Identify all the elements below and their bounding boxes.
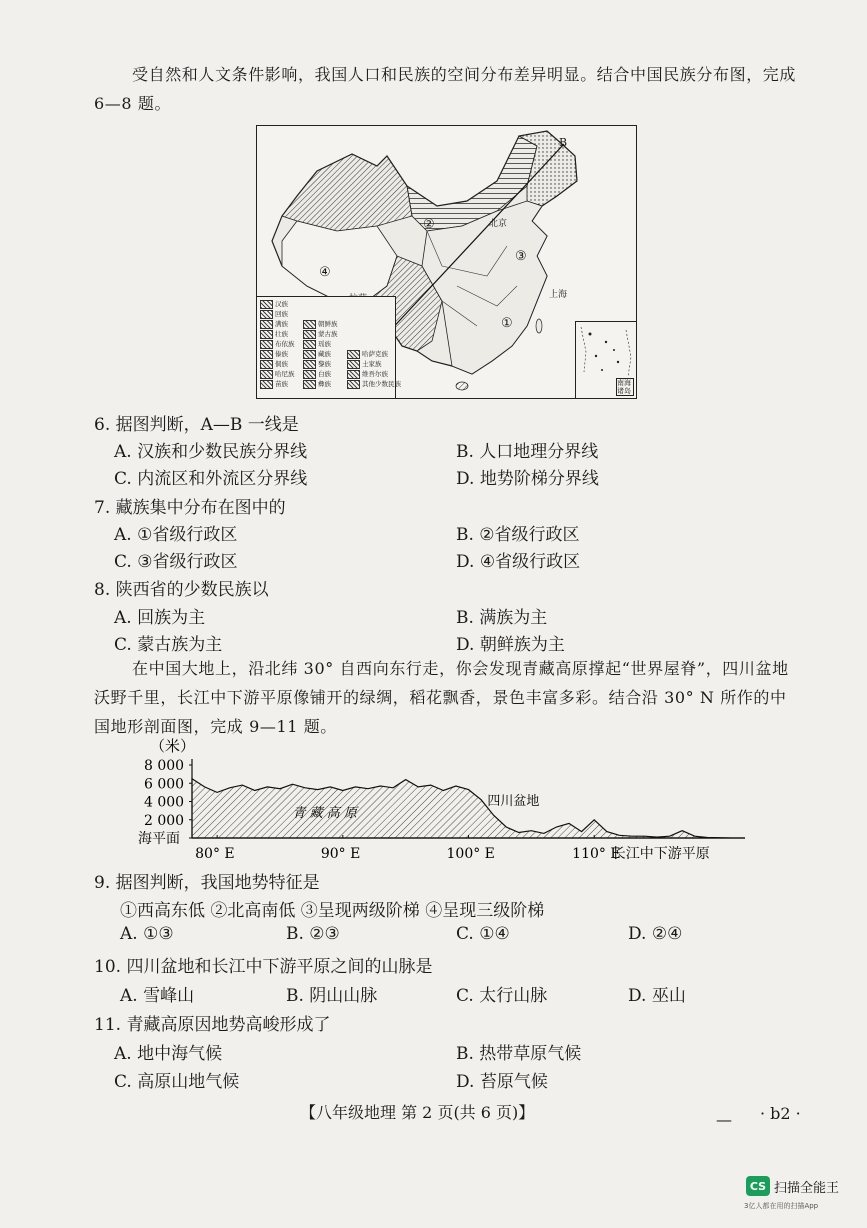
question-6-stem: 6. 据图判断，A—B 一线是 — [94, 415, 299, 435]
legend-item: 哈尼族 — [275, 370, 295, 378]
question-11-stem: 11. 青藏高原因地势高峻形成了 — [94, 1015, 331, 1035]
legend-item: 彝族 — [318, 380, 331, 388]
question-7-stem: 7. 藏族集中分布在图中的 — [94, 498, 286, 518]
south-china-sea-inset — [575, 321, 636, 398]
q10-option-a: A. 雪峰山 — [120, 986, 195, 1006]
plateau-label: 青 藏 高 原 — [292, 806, 357, 822]
legend-item: 侗族 — [275, 360, 288, 368]
question-10-stem: 10. 四川盆地和长江中下游平原之间的山脉是 — [94, 957, 433, 977]
q10-option-c: C. 太行山脉 — [456, 986, 548, 1006]
legend-item: 苗族 — [275, 380, 288, 388]
question-8-stem: 8. 陕西省的少数民族以 — [94, 580, 269, 600]
q11-option-c: C. 高原山地气候 — [114, 1072, 240, 1092]
map-city-beijing: 北京 — [489, 219, 508, 229]
camscanner-name: 扫描全能王 — [774, 1180, 840, 1196]
region-xinjiang — [282, 154, 412, 231]
map-circle-2: ② — [423, 217, 435, 232]
plain-label: 长江中下游平原 — [611, 846, 710, 862]
x-tick-label: 90° E — [320, 846, 361, 862]
q7-option-d: D. ④省级行政区 — [456, 552, 581, 572]
q6-option-c: C. 内流区和外流区分界线 — [114, 469, 308, 489]
legend-item: 布依族 — [275, 340, 295, 348]
ethnic-distribution-map — [256, 125, 637, 399]
profile-area — [192, 779, 745, 838]
q10-option-b: B. 阴山山脉 — [286, 986, 378, 1006]
map-legend — [257, 296, 401, 399]
legend-item: 哈萨克族 — [362, 350, 388, 358]
intro-paragraph-2: 在中国大地上，沿北纬 30° 自西向东行走，你会发现青藏高原撑起“世界屋脊”，四川盆地沃野千里，长江中下游平原像铺开的绿绸，稻花飘香，景色丰富多彩。结合沿 30° N 所作的中国地形剖面图，完成 9—11 题。 — [94, 659, 789, 736]
page-footer: 【八年级地理 第 2 页(共 6 页)】 — [300, 1103, 535, 1122]
legend-item: 蒙古族 — [318, 330, 338, 338]
y-tick-label: 8 000 — [144, 758, 185, 774]
q11-option-b: B. 热带草原气候 — [456, 1044, 582, 1064]
map-circle-3: ③ — [515, 249, 527, 264]
legend-item: 黎族 — [318, 360, 331, 368]
q8-option-b: B. 满族为主 — [456, 608, 548, 628]
x-tick-label: 100° E — [446, 846, 495, 862]
legend-item: 其他少数民族 — [362, 380, 401, 388]
footer-dash: — — [716, 1110, 732, 1129]
inset-label: 南海诸岛 — [616, 378, 634, 396]
map-circle-4: ④ — [319, 265, 331, 280]
terrain-profile-chart — [130, 735, 750, 865]
y-tick-label: 海平面 — [138, 831, 180, 847]
q9-items: ①西高东低 ②北高南低 ③呈现两级阶梯 ④呈现三级阶梯 — [120, 901, 545, 921]
q6-option-a: A. 汉族和少数民族分界线 — [114, 442, 308, 462]
legend-item: 壮族 — [275, 330, 288, 338]
camscanner-watermark — [746, 1176, 839, 1196]
map-circle-1: ① — [501, 316, 513, 331]
legend-item: 瑶族 — [318, 340, 331, 348]
legend-item: 土家族 — [362, 360, 382, 368]
legend-item: 白族 — [318, 370, 331, 378]
q8-option-c: C. 蒙古族为主 — [114, 635, 223, 655]
q6-option-d: D. 地势阶梯分界线 — [456, 469, 599, 489]
q11-option-a: A. 地中海气候 — [114, 1044, 223, 1064]
q8-option-d: D. 朝鲜族为主 — [456, 635, 565, 655]
basin-label: 四川盆地 — [487, 794, 540, 810]
footer-code: · b2 · — [760, 1104, 801, 1123]
q8-option-a: A. 回族为主 — [114, 608, 206, 628]
camscanner-logo-icon: CS — [746, 1176, 770, 1196]
x-tick-label: 80° E — [195, 846, 235, 862]
y-tick-label: 2 000 — [144, 812, 185, 829]
legend-item: 藏族 — [318, 350, 331, 358]
camscanner-slogan: 3亿人都在用的扫描App — [744, 1202, 819, 1210]
legend-item: 维吾尔族 — [362, 370, 388, 378]
legend-item: 满族 — [275, 320, 288, 328]
map-label-b: B — [559, 136, 568, 149]
y-tick-label: 6 000 — [144, 776, 185, 793]
map-city-shanghai: 上海 — [549, 290, 568, 300]
y-axis-label: （米） — [150, 737, 196, 755]
q10-option-d: D. 巫山 — [628, 986, 686, 1006]
q9-option-c: C. ①④ — [456, 924, 510, 944]
intro-paragraph-1: 受自然和人文条件影响，我国人口和民族的空间分布差异明显。结合中国民族分布图，完成 6—8 题。 — [94, 65, 797, 113]
q7-option-b: B. ②省级行政区 — [456, 525, 580, 545]
legend-item: 汉族 — [275, 300, 288, 308]
q7-option-a: A. ①省级行政区 — [114, 525, 238, 545]
y-tick-label: 4 000 — [144, 794, 185, 811]
q11-option-d: D. 苔原气候 — [456, 1072, 548, 1092]
q7-option-c: C. ③省级行政区 — [114, 552, 238, 572]
q9-option-a: A. ①③ — [120, 924, 174, 944]
q9-option-d: D. ②④ — [628, 924, 683, 944]
legend-item: 朝鲜族 — [318, 320, 338, 328]
q9-option-b: B. ②③ — [286, 924, 340, 944]
legend-item: 傣族 — [275, 350, 288, 358]
q6-option-b: B. 人口地理分界线 — [456, 442, 599, 462]
legend-item: 回族 — [275, 310, 288, 318]
question-9-stem: 9. 据图判断，我国地势特征是 — [94, 873, 320, 893]
region-tibet — [282, 221, 397, 301]
x-tick-label: 110° E — [572, 846, 621, 862]
